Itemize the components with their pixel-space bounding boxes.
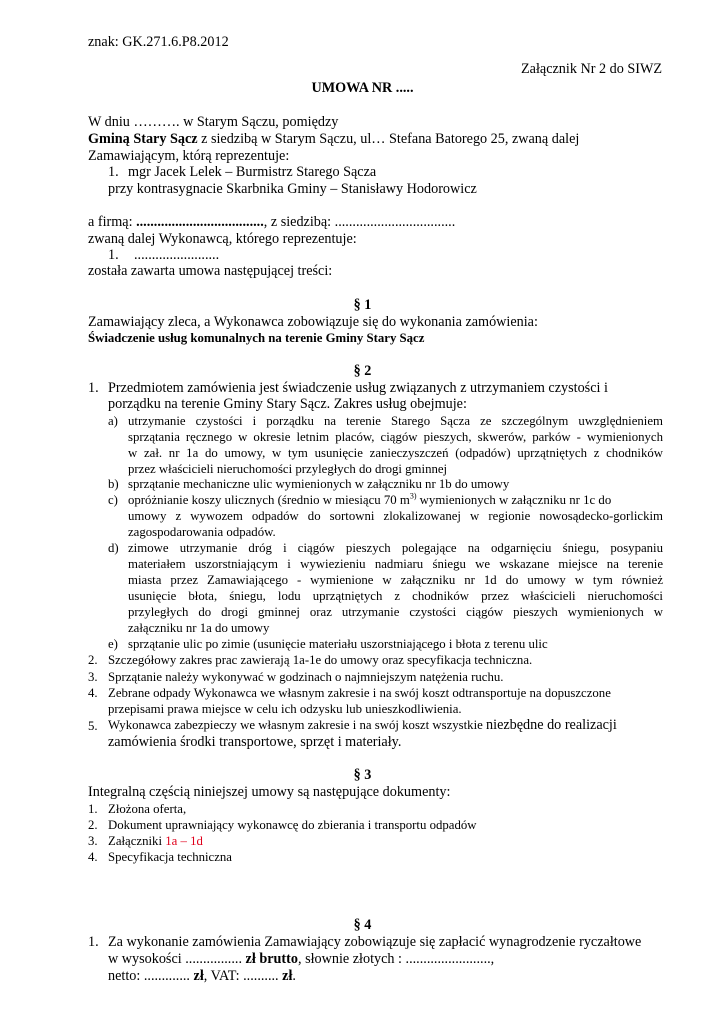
section-1-text: Zamawiający zleca, a Wykonawca zobowiązuje się do wykonania zamówienia: — [88, 314, 538, 330]
s3-item3-range: 1a – 1d — [165, 834, 203, 848]
contractor-rep-number: 1. — [108, 247, 119, 263]
document-sign: znak: GK.271.6.P8.2012 — [88, 34, 229, 50]
s2-p5-line1-text: Wykonawca zabezpieczy we własnym zakresie i na swój koszt wszystkie — [108, 718, 487, 732]
vat-currency: zł — [282, 968, 293, 984]
s2-d-line3: miasta przez Zamawiającego - wymienione w załączniku nr 1d do umowy w tym również — [128, 573, 663, 587]
s3-item4: Specyfikacja techniczna — [108, 850, 232, 864]
s2-b-line1: sprzątanie mechaniczne ulic wymienionych w załączniku nr 1b do umowy — [128, 477, 510, 491]
s2-c-line1 — [128, 492, 611, 509]
s4-p1-line3 — [108, 968, 296, 985]
s3-item1: Złożona oferta, — [108, 802, 187, 816]
s2-e-line1: sprzątanie ulic po zimie (usunięcie materiału uszorstniającego i błota z terenu ulic — [128, 637, 548, 651]
s2-c-label: c) — [108, 493, 118, 507]
contractor-rep-blank: ........................ — [134, 247, 220, 263]
s2-p4-line2: przepisami prawa miejsce w celu ich odzysku lub unieszkodliwienia. — [108, 702, 462, 716]
s2-p1-number: 1. — [88, 380, 99, 396]
s2-c-line2: umowy z wywozem odpadów do sortowni zlokalizowanej w regionie nowosądecko-gorlickim — [128, 509, 663, 523]
s4-p1-line1: Za wykonanie zamówienia Zamawiający zobowiązuje się zapłacić wynagrodzenie ryczałtowe — [108, 934, 642, 950]
s3-item1-number: 1. — [88, 802, 98, 816]
s2-d-line6: załączniku nr 1a do umowy — [128, 621, 270, 635]
s2-c-line1-rest: wymienionych w załączniku nr 1c do — [416, 493, 612, 507]
s2-d-line2: materiałem uszorstniającym i wywiezieniu nadmiaru śniegu we wskazane miejsce na terenie — [128, 557, 663, 571]
s2-d-line5: przyległych do drogi gminnej oraz utrzymanie czystości ciągów pieszych wymienionych w — [128, 605, 663, 619]
s2-p1-line1: Przedmiotem zamówienia jest świadczenie usług związanych z utrzymaniem czystości i — [108, 380, 608, 396]
s2-p5-number: 5. — [88, 719, 98, 733]
section-2-heading: § 2 — [353, 363, 372, 379]
s2-a-line3: w zał. nr 1a do umowy, w tym usunięcie zanieczyszczeń (odpadów) uprzątniętych z chodników — [128, 446, 663, 460]
vat-amount-blank: , VAT: .......... — [203, 968, 283, 984]
line-end-period: . — [292, 968, 296, 984]
section-1-subject: Świadczenie usług komunalnych na terenie Gminy Stary Sącz — [88, 331, 425, 345]
s2-p3-text: Sprzątanie należy wykonywać w godzinach o najmniejszym natężenia ruchu. — [108, 670, 504, 684]
s2-d-label: d) — [108, 541, 119, 555]
s2-c-line1-text: opróżnianie koszy ulicznych (średnio w miesiącu 70 m — [128, 493, 410, 507]
s3-item3 — [108, 833, 203, 850]
contractor-firm-line — [88, 214, 455, 231]
s2-p5-line1-rest: niezbędne do realizacji — [486, 717, 617, 733]
net-currency: zł — [193, 968, 204, 984]
s2-a-line2: sprzątania ręcznego w okresie letnim placów, ciągów pieszych, skwerów, parków - wymienionych — [128, 430, 663, 444]
s3-item3-text: Załączniki — [108, 834, 166, 848]
rep-number: 1. — [108, 164, 119, 180]
s4-p1-line2 — [108, 951, 494, 968]
party-name: Gminą Stary Sącz — [88, 131, 198, 147]
section-3-intro: Integralną częścią niniejszej umowy są następujące dokumenty: — [88, 784, 451, 800]
s2-d-line4: usunięcie błota, śniegu, lodu uprzątniętych z chodników przez właścicieli nieruchomości — [128, 589, 663, 603]
representative-mayor: mgr Jacek Lelek – Burmistrz Starego Sącza — [128, 164, 377, 180]
party-line — [88, 131, 579, 148]
net-amount-blank: netto: ............. — [108, 968, 194, 984]
s2-c-line3: zagospodarowania odpadów. — [128, 525, 276, 539]
s2-d-line1: zimowe utrzymanie dróg i ciągów pieszych polegające na odgarnięciu śniegu, posypaniu — [128, 541, 663, 555]
s2-p5-line1 — [108, 717, 617, 734]
cubic-superscript: 3) — [409, 491, 417, 501]
s3-item2: Dokument uprawniający wykonawcę do zbierania i transportu odpadów — [108, 818, 477, 832]
s3-item4-number: 4. — [88, 850, 98, 864]
party-address: z siedzibą w Starym Sączu, ul… Stefana Batorego 25, zwaną dalej — [197, 131, 580, 147]
s2-p4-number: 4. — [88, 686, 98, 700]
attachment-label: Załącznik Nr 2 do SIWZ — [521, 61, 663, 77]
contractor-line: zwaną dalej Wykonawcą, którego reprezentuje: — [88, 231, 357, 247]
s2-p4-line1: Zebrane odpady Wykonawca we własnym zakresie i na swój koszt odtransportuje na dopuszczone — [108, 686, 611, 700]
gross-label: zł brutto — [245, 951, 298, 967]
firm-prefix: a firmą: — [88, 214, 137, 230]
s2-a-line1: utrzymanie czystości i porządku na terenie Starego Sącza ze szczególnym uwzględnieniem — [128, 414, 663, 428]
s4-p1-number: 1. — [88, 934, 99, 950]
s2-p3-number: 3. — [88, 670, 98, 684]
intro-line: W dniu ………. w Starym Sączu, pomiędzy — [88, 114, 339, 130]
firm-name-blank: .................................... — [136, 214, 264, 230]
s2-b-label: b) — [108, 477, 119, 491]
section-1-heading: § 1 — [353, 297, 372, 313]
represented-by-line: Zamawiającym, którą reprezentuje: — [88, 148, 290, 164]
amount-in-words-blank: , słownie złotych : ........................, — [297, 951, 495, 967]
firm-seat-blank: , z siedzibą: .................................. — [263, 214, 456, 230]
closing-line: została zawarta umowa następującej treści: — [88, 263, 333, 279]
contract-title: UMOWA NR ..... — [311, 80, 414, 96]
section-4-heading: § 4 — [353, 917, 372, 933]
s3-item3-number: 3. — [88, 834, 98, 848]
s2-p2-number: 2. — [88, 653, 98, 667]
s2-p5-line2: zamówienia środki transportowe, sprzęt i materiały. — [108, 734, 402, 750]
s2-a-line4: przez właścicieli nieruchomości przyległych do drogi gminnej — [128, 462, 448, 476]
gross-amount-blank: w wysokości ................ — [108, 951, 246, 967]
countersignature-line: przy kontrasygnacie Skarbnika Gminy – Stanisławy Hodorowicz — [108, 181, 477, 197]
s3-item2-number: 2. — [88, 818, 98, 832]
s2-p1-line2: porządku na terenie Gminy Stary Sącz. Zakres usług obejmuje: — [108, 396, 467, 412]
section-3-heading: § 3 — [353, 767, 372, 783]
s2-p2-text: Szczegółowy zakres prac zawierają 1a-1e do umowy oraz specyfikacja techniczna. — [108, 653, 533, 667]
s2-e-label: e) — [108, 637, 118, 651]
s2-a-label: a) — [108, 414, 118, 428]
